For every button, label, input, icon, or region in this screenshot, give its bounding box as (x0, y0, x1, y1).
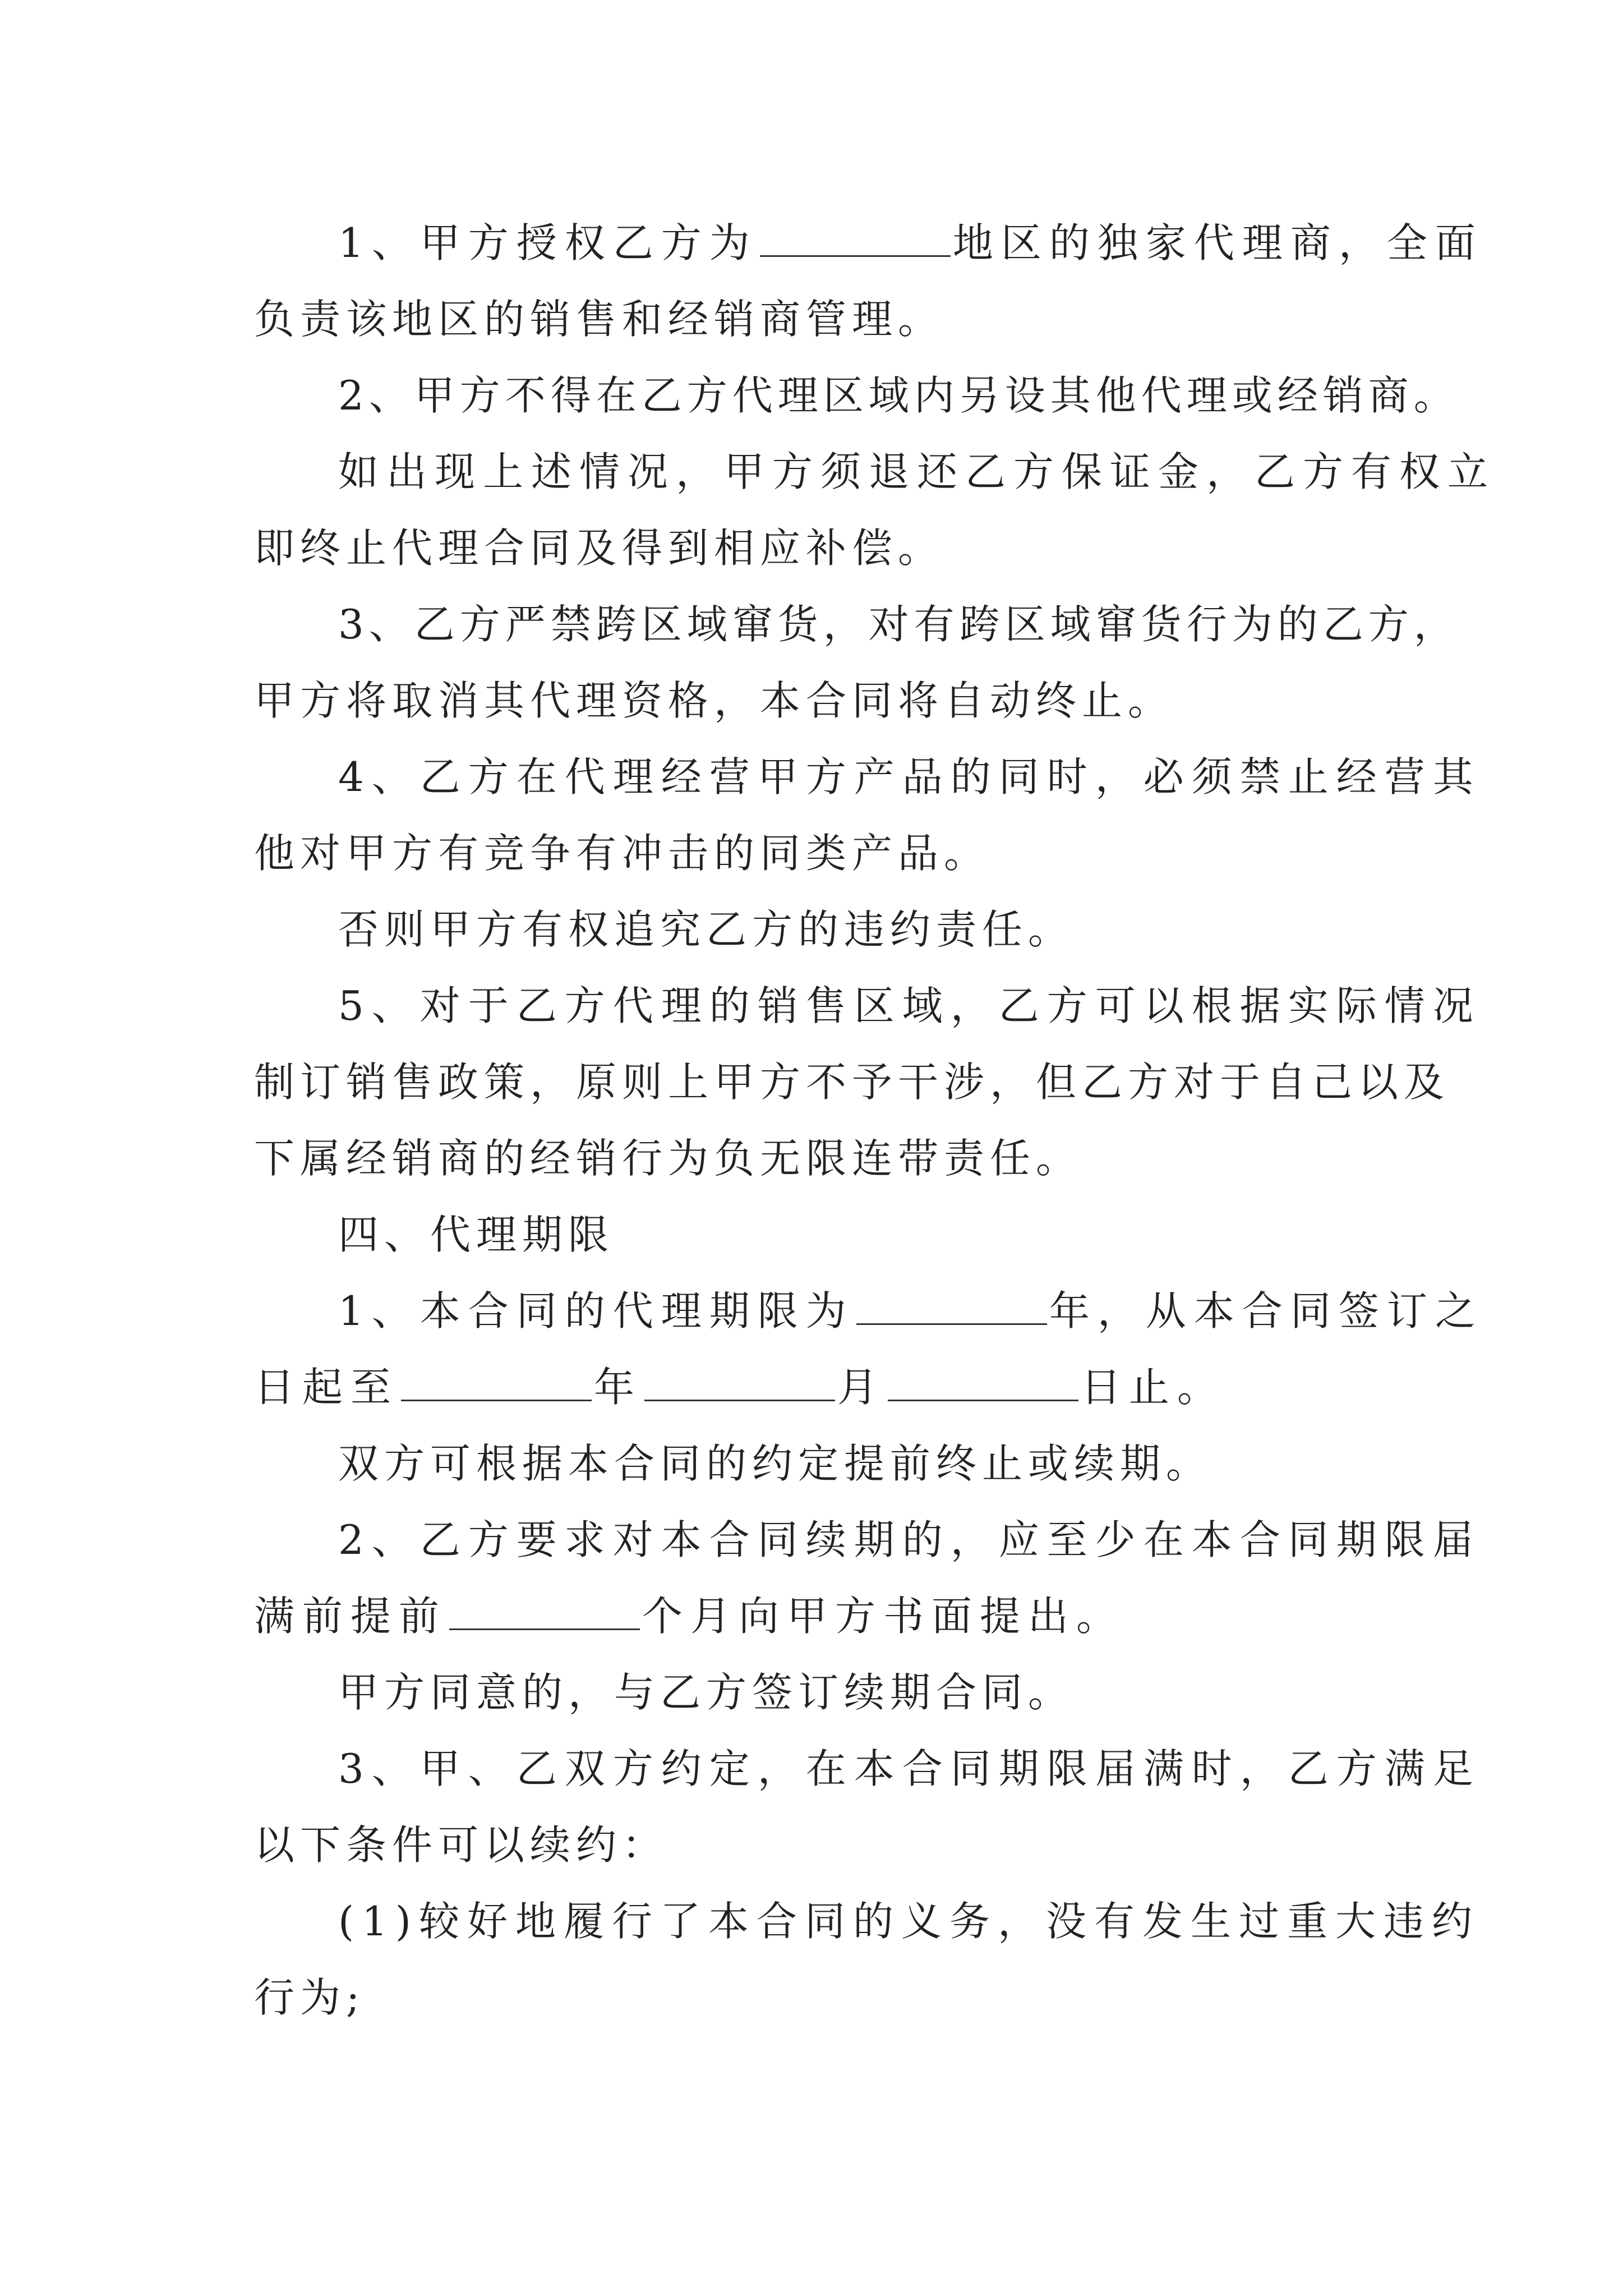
text-line: 2、乙方要求对本合同续期的，应至少在本合同期限届 (338, 1516, 1481, 1563)
text-line: 甲方将取消其代理资格，本合同将自动终止。 (254, 677, 1174, 724)
blank-field (856, 1289, 1047, 1325)
text-line (254, 1359, 1432, 1415)
text-line: 4、乙方在代理经营甲方产品的同时，必须禁止经营其 (338, 753, 1481, 800)
text-line: 否则甲方有权追究乙方的违约责任。 (338, 906, 1075, 953)
text-segment: 满前提前 (254, 1593, 448, 1640)
blank-field (401, 1365, 592, 1401)
text-line (338, 1283, 1516, 1339)
text-line: 如出现上述情况，甲方须退还乙方保证金，乙方有权立 (338, 448, 1496, 495)
text-segment: 月 (837, 1364, 886, 1411)
text-line: 3、甲、乙双方约定，在本合同期限届满时，乙方满足 (338, 1745, 1481, 1792)
text-segment: 日起至 (254, 1364, 399, 1411)
blank-field (888, 1365, 1078, 1401)
section-heading: 四、代理期限 (338, 1211, 615, 1258)
text-line: 行为; (254, 1974, 366, 2021)
text-line: 下属经销商的经销行为负无限连带责任。 (254, 1135, 1082, 1182)
text-line: 他对甲方有竞争有冲击的同类产品。 (254, 830, 990, 877)
blank-field (760, 220, 951, 257)
text-segment: 1、甲方授权乙方为 (338, 219, 758, 266)
text-line: 甲方同意的，与乙方签订续期合同。 (338, 1669, 1075, 1716)
text-line: 制订销售政策，原则上甲方不予干涉，但乙方对于自己以及 (254, 1059, 1450, 1106)
text-segment: 日止。 (1081, 1364, 1226, 1411)
text-segment: 地区的独家代理商，全面 (952, 219, 1483, 266)
text-segment: 年，从本合同签订之 (1049, 1287, 1483, 1335)
text-line: 2、甲方不得在乙方代理区域内另设其他代理或经销商。 (338, 372, 1459, 419)
text-line (254, 1588, 1432, 1644)
text-line: 负责该地区的销售和经销商管理。 (254, 296, 944, 343)
text-segment: 个月向甲方书面提出。 (642, 1593, 1125, 1640)
text-line: 即终止代理合同及得到相应补偿。 (254, 524, 944, 572)
text-line: 以下条件可以续约： (254, 1821, 668, 1869)
text-line: (1)较好地履行了本合同的义务，没有发生过重大违约 (338, 1898, 1480, 1945)
blank-field (644, 1365, 835, 1401)
text-line (338, 215, 1516, 271)
text-line: 3、乙方严禁跨区域窜货，对有跨区域窜货行为的乙方， (338, 601, 1459, 648)
text-segment: 1、本合同的代理期限为 (338, 1287, 854, 1335)
text-line: 双方可根据本合同的约定提前终止或续期。 (338, 1440, 1212, 1487)
text-line: 5、对于乙方代理的销售区域，乙方可以根据实际情况 (338, 982, 1481, 1029)
text-segment: 年 (594, 1364, 643, 1411)
blank-field (449, 1594, 640, 1630)
